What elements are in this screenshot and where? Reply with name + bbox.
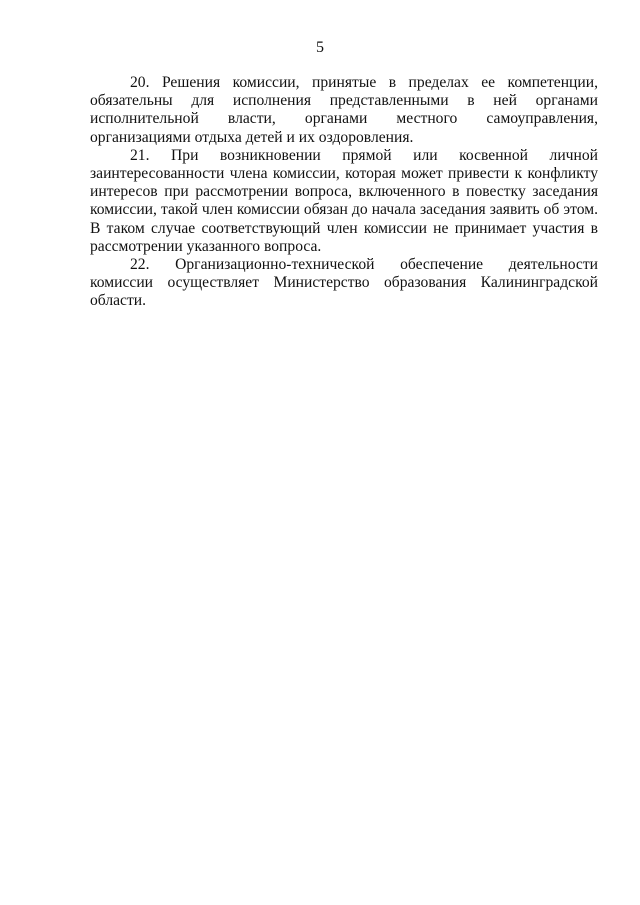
document-body (90, 74, 598, 311)
page-number: 5 (316, 39, 324, 56)
paragraph-22: 22. Организационно-технической обеспечение деятельности комиссии осуществляет Министерство образования Калининградской области. (90, 256, 598, 310)
paragraph-21: 21. При возникновении прямой или косвенной личной заинтересованности члена комиссии, которая может привести к конфликту интересов при рассмотрении вопроса, включенного в повестку заседания комиссии, такой член комиссии обязан до начала заседания заявить об этом. В таком случае соответствующий член комиссии не принимает участия в рассмотрении указанного вопроса. (90, 146, 598, 255)
paragraph-20: 20. Решения комиссии, принятые в пределах ее компетенции, обязательны для исполнения представленными в ней органами исполнительной власти, органами местного самоуправления, организациями отдыха детей и их оздоровления. (90, 74, 598, 146)
